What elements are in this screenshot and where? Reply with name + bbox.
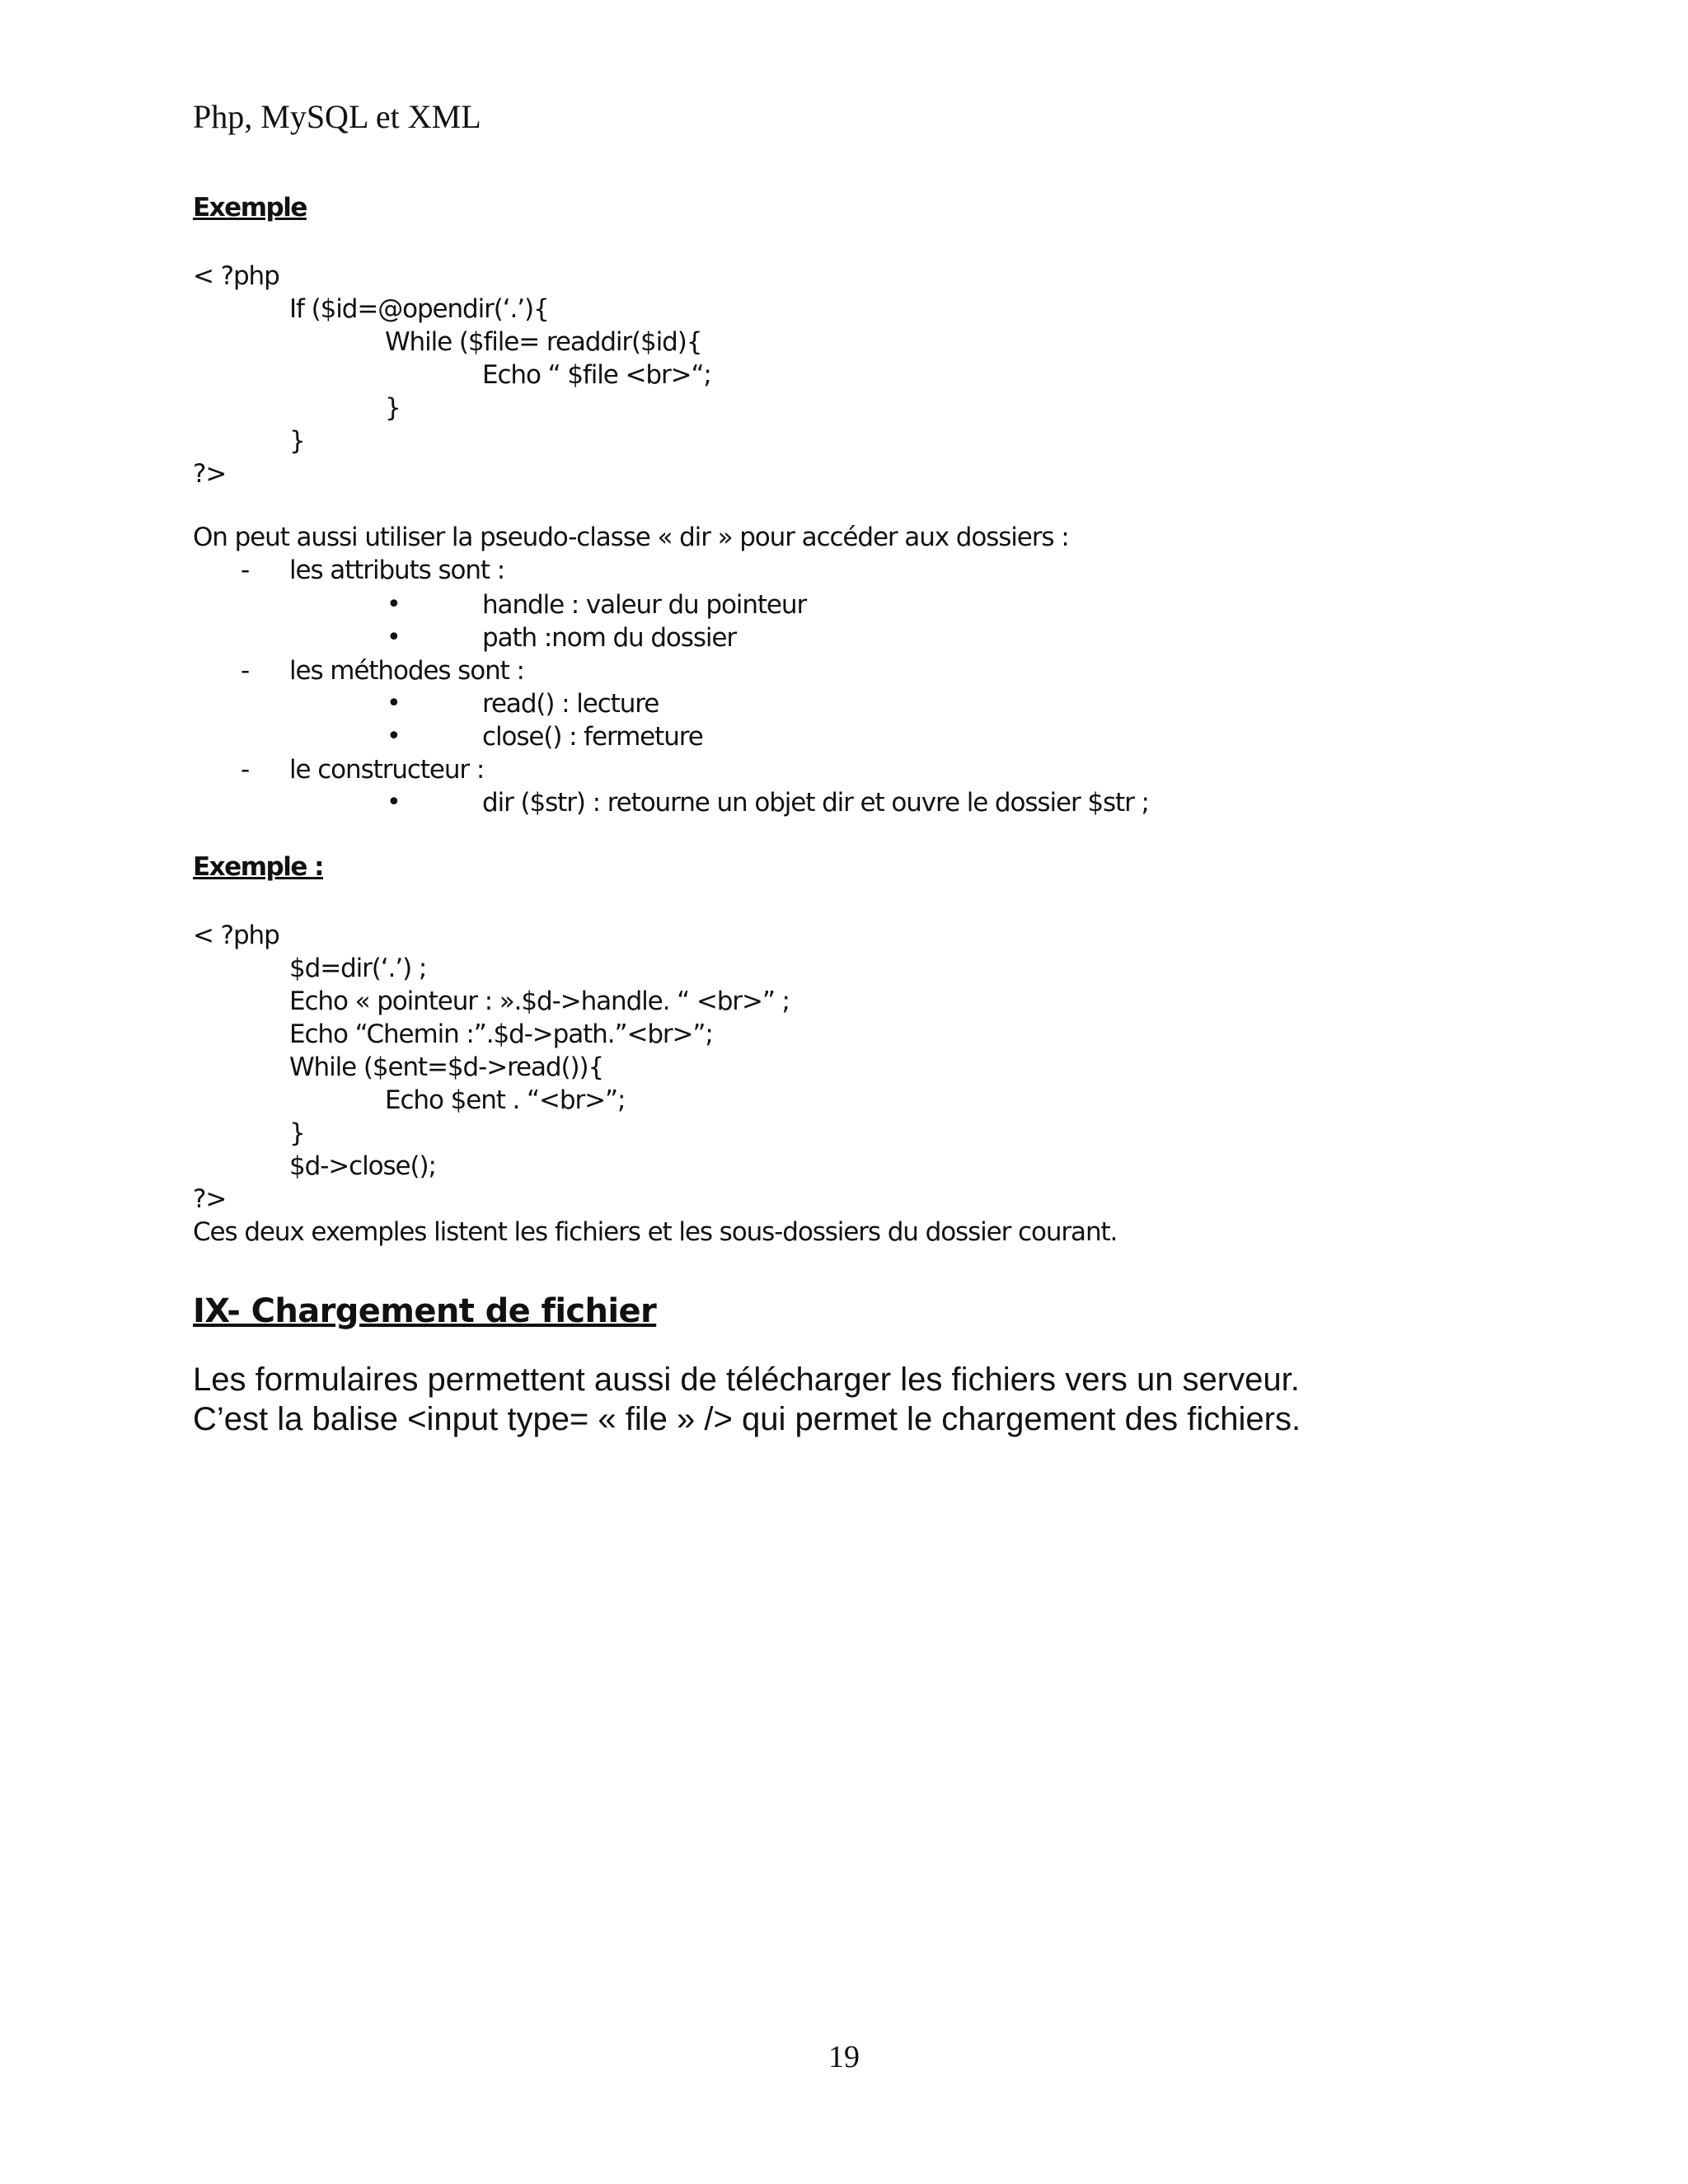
paragraph: Les formulaires permettent aussi de télécharger les fichiers vers un serveur.: [193, 1361, 1300, 1398]
code-line: }: [289, 1118, 305, 1148]
bullet-marker: •: [387, 689, 401, 718]
list-item: path :nom du dossier: [482, 623, 736, 653]
example-note: Ces deux exemples listent les fichiers et les sous-dossiers du dossier courant.: [193, 1217, 1118, 1247]
list-group-title: les attributs sont :: [289, 555, 505, 585]
code-line: While ($ent=$d->read()){: [289, 1052, 604, 1082]
list-item: handle : valeur du pointeur: [482, 590, 807, 620]
dash-marker: -: [241, 656, 251, 686]
page-number: 19: [828, 2040, 860, 2074]
code-line: }: [385, 393, 401, 423]
intro-text: On peut aussi utiliser la pseudo-classe « dir » pour accéder aux dossiers :: [193, 523, 1069, 552]
list-group-title: le constructeur :: [289, 755, 485, 785]
bullet-marker: •: [387, 623, 401, 652]
code-line: $d->close();: [289, 1151, 436, 1181]
list-item: dir ($str) : retourne un objet dir et ouvre le dossier $str ;: [482, 788, 1149, 818]
code-line: < ?php: [193, 261, 279, 291]
code-line: Echo “Chemin :”.$d->path.”<br>”;: [289, 1019, 713, 1049]
page-header: Php, MySQL et XML: [193, 98, 481, 135]
code-line: ?>: [193, 459, 227, 489]
code-line: }: [289, 426, 305, 456]
code-line: While ($file= readdir($id){: [385, 327, 702, 357]
bullet-marker: •: [387, 722, 401, 751]
example-label: Exemple :: [193, 852, 324, 882]
bullet-marker: •: [387, 788, 401, 817]
code-line: $d=dir(‘.’) ;: [289, 954, 427, 983]
paragraph: C’est la balise <input type= « file » /> qui permet le chargement des fichiers.: [193, 1401, 1301, 1437]
code-line: Echo $ent . “<br>”;: [385, 1085, 626, 1115]
code-line: If ($id=@opendir(‘.’){: [289, 294, 549, 324]
code-line: Echo « pointeur : ».$d->handle. “ <br>” ;: [289, 987, 790, 1016]
dash-marker: -: [241, 755, 251, 785]
dash-marker: -: [241, 555, 251, 585]
example-label: Exemple: [193, 193, 307, 223]
code-line: < ?php: [193, 921, 279, 950]
bullet-marker: •: [387, 590, 401, 619]
list-item: read() : lecture: [482, 689, 659, 719]
list-group-title: les méthodes sont :: [289, 656, 524, 686]
code-line: Echo “ $file <br>“;: [482, 360, 711, 390]
list-item: close() : fermeture: [482, 722, 703, 752]
section-title: IX- Chargement de fichier: [193, 1292, 657, 1330]
code-line: ?>: [193, 1184, 227, 1214]
